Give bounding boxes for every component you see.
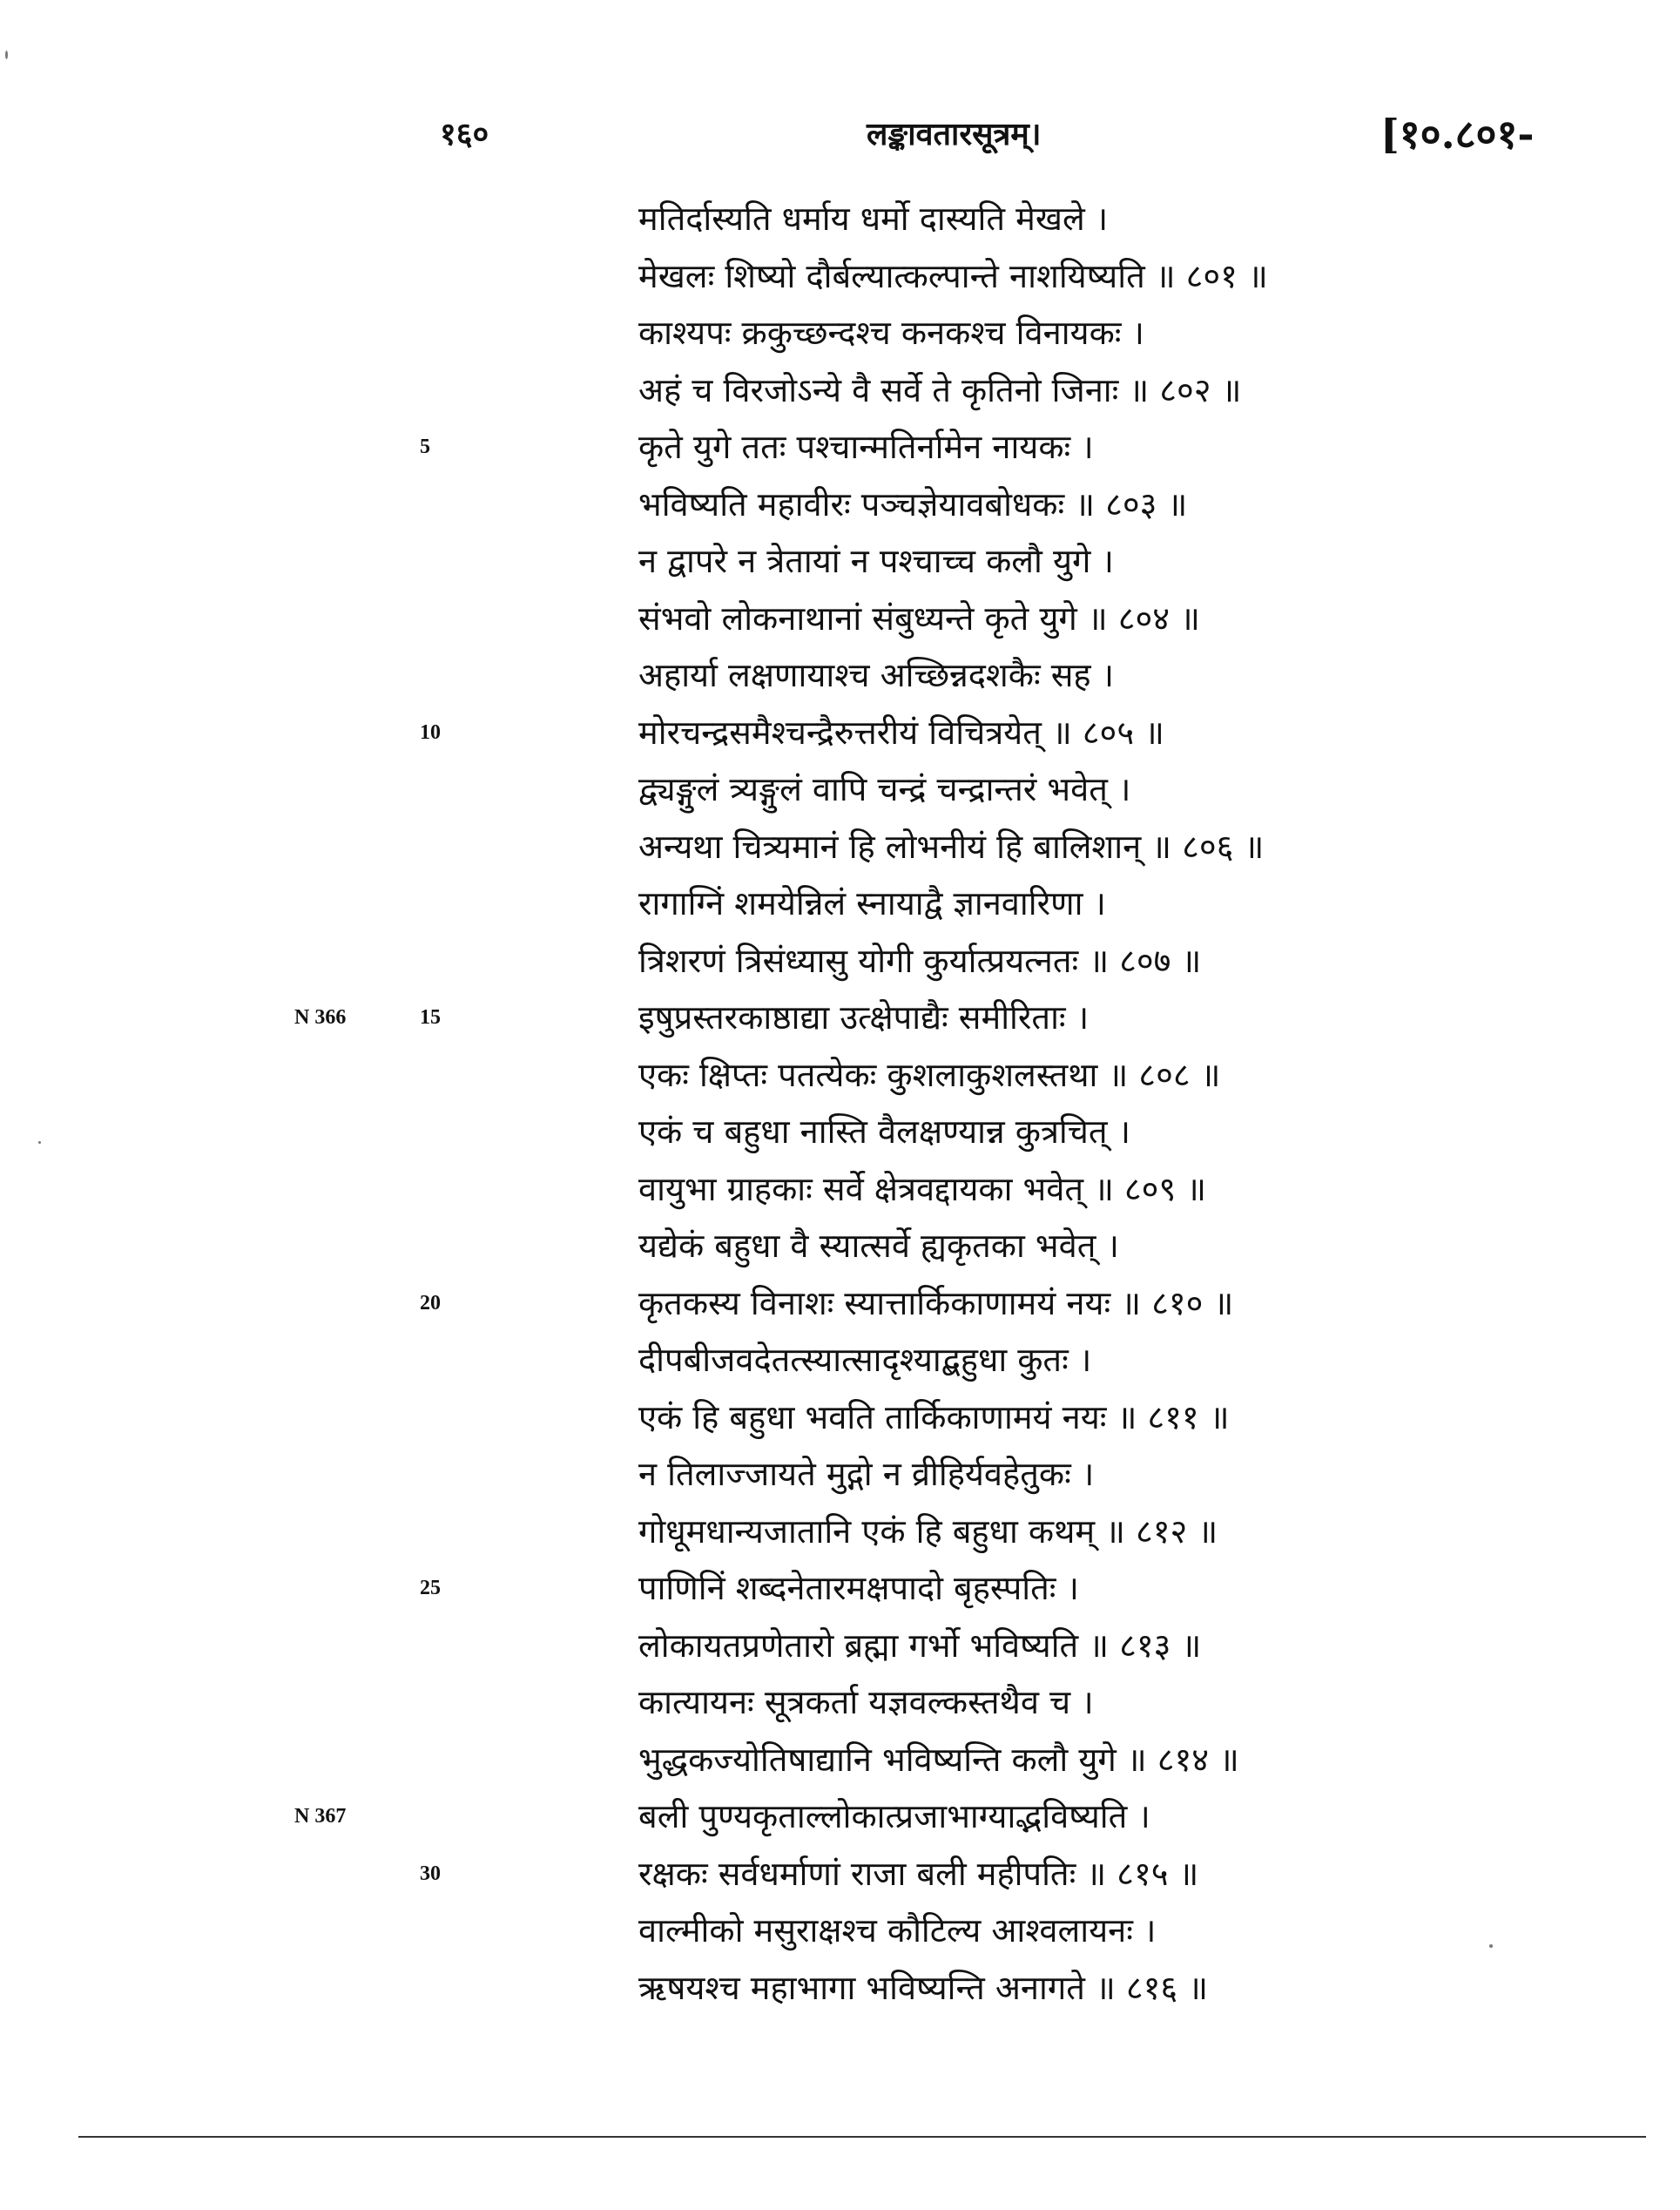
verse-line <box>0 1847 1680 1904</box>
line-number: 10 <box>420 720 441 744</box>
verse-line-text: त्रिशरणं त्रिसंध्यासु योगी कुर्यात्प्रयत्नतः ॥ ८०७ ॥ <box>638 941 1202 980</box>
verse-line <box>0 420 1680 477</box>
verse-line-text: कृते युगे ततः पश्चान्मतिर्नामेन नायकः । <box>638 428 1094 466</box>
verse-line-text: अन्यथा चित्र्यमानं हि लोभनीयं हि बालिशान् ॥ ८०६ ॥ <box>638 827 1265 866</box>
verse-line-text: एकं हि बहुधा भवति तार्किकाणामयं नयः ॥ ८११ ॥ <box>638 1397 1230 1436</box>
margin-note: N 367 <box>294 1805 347 1828</box>
verse-line <box>0 306 1680 363</box>
verse-line-text: अहार्या लक्षणायाश्च अच्छिन्नदशकैः सह । <box>638 656 1115 694</box>
verse-line-text: वाल्मीको मसुराक्षश्च कौटिल्य आश्वलायनः । <box>638 1911 1157 1950</box>
verse-line <box>0 249 1680 307</box>
verse-line-text: दीपबीजवदेतत्स्यात्सादृश्याद्बहुधा कुतः । <box>638 1341 1092 1379</box>
running-title: लङ्कावतारसूत्रम्। <box>867 116 1042 152</box>
verse-line-text: संभवो लोकनाथानां संबुध्यन्ते कृते युगे ॥ ८०४ ॥ <box>638 598 1200 638</box>
verse-line-text: मेखलः शिष्यो दौर्बल्यात्कल्पान्ते नाशयिष्यति ॥ ८०१ ॥ <box>638 256 1268 295</box>
verse-line <box>0 363 1680 421</box>
verse-line <box>0 648 1680 706</box>
verse-line <box>0 1219 1680 1276</box>
verse-text-block <box>0 192 1680 2017</box>
verse-line <box>0 1390 1680 1448</box>
verse-line <box>0 1619 1680 1676</box>
verse-line-text: इषुप्रस्तरकाष्ठाद्या उत्क्षेपाद्यैः समीरिताः । <box>638 998 1090 1037</box>
verse-line-text: काश्यपः क्रकुच्छन्दश्च कनकश्च विनायकः । <box>638 314 1144 352</box>
page-header <box>0 112 1680 164</box>
verse-line <box>0 820 1680 877</box>
verse-line-text: यद्येकं बहुधा वै स्यात्सर्वे ह्यकृतका भवेत् । <box>638 1227 1119 1265</box>
verse-line-text: एकं च बहुधा नास्ति वैलक्षण्यान्न कुत्रचित् । <box>638 1112 1131 1151</box>
verse-line-text: भविष्यति महावीरः पञ्चज्ञेयावबोधकः ॥ ८०३ ॥ <box>638 484 1188 524</box>
verse-line-text: बली पुण्यकृताल्लोकात्प्रजाभाग्याद्भविष्यति । <box>638 1797 1150 1835</box>
verse-line-text: एकः क्षिप्तः पतत्येकः कुशलाकुशलस्तथा ॥ ८०८ ॥ <box>638 1055 1221 1094</box>
verse-line-text: कात्यायनः सूत्रकर्ता यज्ञवल्कस्तथैव च । <box>638 1683 1094 1721</box>
page-number: १६० <box>440 116 489 152</box>
verse-line-text: अहं च विरजोऽन्ये वै सर्वे ते कृतिनो जिनाः ॥ ८०२ ॥ <box>638 370 1242 409</box>
bottom-rule <box>78 2136 1646 2138</box>
verse-line-text: मतिर्दास्यति धर्माय धर्मो दास्यति मेखले । <box>638 199 1109 238</box>
verse-line-text: रक्षकः सर्वधर्माणां राजा बली महीपतिः ॥ ८१५ ॥ <box>638 1854 1199 1893</box>
verse-line-text: पाणिनिं शब्दनेतारमक्षपादो बृहस्पतिः । <box>638 1569 1079 1607</box>
verse-line-text: भुद्धकज्योतिषाद्यानि भविष्यन्ति कलौ युगे ॥ ८१४ ॥ <box>638 1740 1239 1779</box>
verse-line-text: मोरचन्द्रसमैश्चन्द्रैरुत्तरीयं विचित्रयेत् ॥ ८०५ ॥ <box>638 713 1164 752</box>
scan-speck <box>5 51 8 59</box>
verse-line <box>0 1675 1680 1733</box>
verse-line <box>0 1961 1680 2018</box>
verse-line <box>0 876 1680 934</box>
verse-line <box>0 534 1680 591</box>
verse-line <box>0 706 1680 763</box>
verse-line-text: द्व्यङ्गुलं त्र्यङ्गुलं वापि चन्द्रं चन्द्रान्तरं भवेत् । <box>638 770 1131 808</box>
verse-line <box>0 1903 1680 1961</box>
verse-line-text: रागाग्निं शमयेन्निलं स्नायाद्वै ज्ञानवारिणा । <box>638 884 1106 923</box>
line-number: 15 <box>420 1006 441 1029</box>
verse-line-text: कृतकस्य विनाशः स्यात्तार्किकाणामयं नयः ॥ ८१० ॥ <box>638 1283 1234 1322</box>
verse-line <box>0 990 1680 1048</box>
verse-line <box>0 1561 1680 1619</box>
line-number: 25 <box>420 1577 441 1599</box>
verse-line <box>0 1789 1680 1847</box>
scan-speck <box>38 1141 41 1144</box>
verse-line <box>0 1105 1680 1162</box>
verse-line <box>0 1048 1680 1105</box>
verse-line <box>0 762 1680 820</box>
scan-speck <box>1489 1944 1493 1948</box>
verse-line-text: गोधूमधान्यजातानि एकं हि बहुधा कथम् ॥ ८१२ ॥ <box>638 1511 1218 1551</box>
verse-line <box>0 1733 1680 1790</box>
verse-line <box>0 591 1680 649</box>
verse-line <box>0 1333 1680 1390</box>
line-number: 20 <box>420 1291 441 1315</box>
line-number: 30 <box>420 1862 441 1885</box>
verse-line-text: लोकायतप्रणेतारो ब्रह्मा गर्भो भविष्यति ॥ ८१३ ॥ <box>638 1625 1202 1665</box>
line-number: 5 <box>420 436 430 458</box>
verse-line <box>0 934 1680 991</box>
verse-line <box>0 1447 1680 1504</box>
verse-line-text: न द्वापरे न त्रेतायां न पश्चाच्च कलौ युगे । <box>638 542 1114 580</box>
verse-line <box>0 1162 1680 1220</box>
margin-note: N 366 <box>294 1006 347 1029</box>
verse-line-text: वायुभा ग्राहकाः सर्वे क्षेत्रवद्दायका भवेत् ॥ ८०९ ॥ <box>638 1169 1207 1208</box>
verse-line-text: ऋषयश्च महाभागा भविष्यन्ति अनागते ॥ ८१६ ॥ <box>638 1968 1208 2007</box>
verse-line-text: न तिलाज्जायते मुद्गो न व्रीहिर्यवहेतुकः । <box>638 1455 1095 1493</box>
verse-range: [१०.८०१- <box>1380 111 1535 158</box>
verse-line <box>0 1276 1680 1334</box>
verse-line <box>0 477 1680 535</box>
verse-line <box>0 192 1680 249</box>
verse-line <box>0 1504 1680 1562</box>
